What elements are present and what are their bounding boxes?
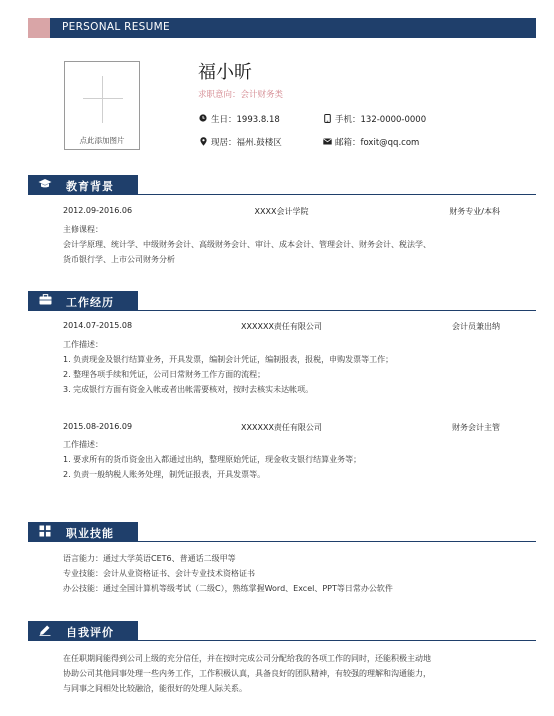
job-line: 1. 负责现金及银行结算业务，开具发票，编制会计凭证，编制报表，报税，申购发票等工作； [63, 355, 394, 364]
education-details [63, 222, 503, 267]
job-entry [63, 321, 500, 333]
location-pin-icon [198, 137, 208, 148]
section-education-header [28, 175, 536, 195]
education-school: XXXX会计学院 [254, 207, 309, 216]
email-text: 邮箱：foxit@qq.com [335, 138, 420, 148]
section-divider [28, 541, 536, 542]
job-position: 会计员兼出纳 [452, 322, 500, 331]
section-title-self-eval: 自我评价 [66, 626, 114, 639]
self-eval-details [63, 651, 503, 696]
job-position: 财务会计主管 [452, 423, 500, 432]
job-description [63, 437, 503, 482]
education-line: 会计学原理、统计学、中级财务会计、高级财务会计、审计、成本会计、管理会计、财务会计、税法学、 [63, 240, 431, 249]
self-eval-line: 在任职期间能得到公司上级的充分信任，并在按时完成公司分配给我的各项工作的同时，还能积极主动地 [63, 654, 431, 663]
section-title-education: 教育背景 [66, 180, 114, 193]
self-eval-line: 与同事之间相处比较融洽，能很好的处理人际关系。 [63, 684, 247, 693]
skill-line: 办公技能：通过全国计算机等级考试（二级C），熟练掌握Word、Excel、PPT等日常办公软件 [63, 584, 393, 593]
phone-text: 手机：132-0000-0000 [335, 115, 427, 125]
education-entry [63, 206, 500, 218]
graduation-cap-icon [38, 178, 52, 192]
job-line: 工作描述： [63, 340, 103, 349]
mobile-phone-icon [322, 114, 332, 125]
job-company: XXXXXX责任有限公司 [241, 322, 322, 331]
job-line: 3. 完成银行方面有资金入帐或者出帐需要核对，按时去核实未达帐项。 [63, 385, 314, 394]
banner-title: PERSONAL RESUME [62, 21, 170, 33]
section-divider [28, 640, 536, 641]
job-line: 2. 负责一般纳税人账务处理，制凭证报表，开具发票等。 [63, 470, 266, 479]
photo-placeholder-text: 点此添加图片 [79, 136, 125, 145]
job-period: 2015.08-2016.09 [63, 422, 133, 431]
clock-icon [198, 114, 208, 124]
job-line: 工作描述： [63, 440, 103, 449]
email-info [322, 136, 419, 148]
section-title-work: 工作经历 [66, 296, 114, 309]
address-info [198, 136, 282, 148]
grid-icon [38, 525, 52, 539]
skills-details [63, 551, 503, 596]
education-line: 主修课程： [63, 225, 103, 234]
job-objective: 求职意向：会计财务类 [198, 90, 284, 100]
job-period: 2014.07-2015.08 [63, 321, 133, 330]
job-entry [63, 422, 500, 434]
section-self-eval-header [28, 621, 536, 641]
section-divider [28, 194, 536, 195]
section-skills-header [28, 522, 536, 542]
section-divider [28, 310, 536, 311]
address-text: 现居：福州.鼓楼区 [211, 138, 282, 148]
job-line: 2. 整理各项手续和凭证，公司日常财务工作方面的流程； [63, 370, 266, 379]
briefcase-icon [38, 294, 52, 308]
top-banner [28, 18, 536, 38]
job-company: XXXXXX责任有限公司 [241, 423, 322, 432]
birth-text: 生日：1993.8.18 [211, 115, 280, 125]
education-line: 货币银行学、上市公司财务分析 [63, 255, 175, 264]
skill-line: 专业技能：会计从业资格证书、会计专业技术资格证书 [63, 569, 255, 578]
phone-info [322, 113, 426, 125]
plus-icon [102, 76, 103, 123]
education-period: 2012.09-2016.06 [63, 206, 133, 215]
section-work-header [28, 291, 536, 311]
section-title-skills: 职业技能 [66, 527, 114, 540]
education-major: 财务专业/本科 [449, 207, 500, 216]
banner-accent [28, 18, 50, 38]
candidate-name: 福小昕 [198, 62, 252, 83]
pencil-icon [38, 624, 52, 638]
photo-placeholder[interactable] [64, 61, 140, 150]
self-eval-line: 协助公司其他同事处理一些内务工作，工作积极认真，具备良好的团队精神，有较强的理解和沟通能力， [63, 669, 431, 678]
job-description [63, 337, 503, 397]
job-line: 1. 要求所有的货币资金出入都通过出纳，整理原始凭证，现金收支银行结算业务等； [63, 455, 362, 464]
skill-line: 语言能力：通过大学英语CET6、普通话二级甲等 [63, 554, 236, 563]
birth-info [198, 113, 280, 125]
envelope-icon [322, 138, 332, 147]
